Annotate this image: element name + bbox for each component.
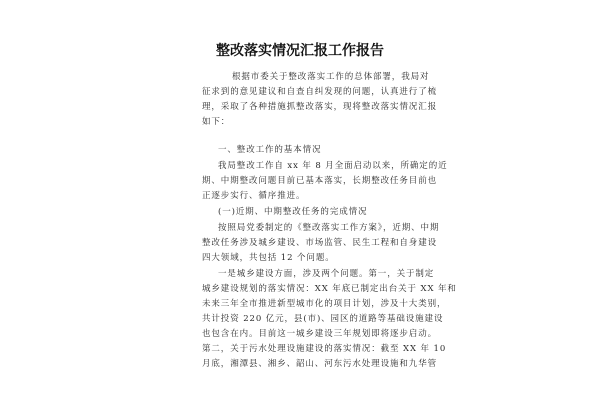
- section-heading: 一、整改工作的基本情况: [218, 145, 322, 155]
- body-line: 共计投资 220 亿元，县(市)、园区的道路等基础设施建设: [202, 314, 444, 324]
- body-line: 月底，湘潭县、湘乡、韶山、河东污水处理设施和九华管: [202, 359, 438, 369]
- body-line: 整改任务涉及城乡建设、市场监管、民生工程和自身建设: [202, 238, 438, 248]
- body-line: 我局整改工作自 xx 年 8 月全面启动以来，所确定的近: [218, 161, 448, 171]
- intro-line: 理，采取了各种措施抓整改落实，现将整改落实情况汇报: [202, 102, 438, 112]
- intro-line: 根据市委关于整改落实工作的总体部署，我局对: [232, 72, 430, 82]
- body-line: 正逐步实行、循序推进。: [202, 191, 306, 201]
- body-line: 第二，关于污水处理设施建设的落实情况：截至 XX 年 10: [202, 344, 447, 354]
- body-line: 一是城乡建设方面，涉及两个问题。第一，关于制定: [218, 269, 435, 279]
- body-line: 按照局党委制定的《整改落实工作方案》，近期、中期: [218, 223, 440, 233]
- body-line: 城乡建设规划的落实情况：XX 年底已制定出台关于 XX 年和: [202, 284, 457, 294]
- subsection-heading: (一)近期、中期整改任务的完成情况: [218, 207, 368, 217]
- body-line: 四大领域，共包括 12 个问题。: [202, 253, 335, 263]
- intro-line: 征求到的意见建议和自查自纠发现的问题，认真进行了梳: [202, 87, 438, 97]
- body-line: 也包含在内。目前这一城乡建设三年规划即将逐步启动。: [202, 329, 438, 339]
- intro-line: 如下：: [202, 117, 231, 127]
- body-line: 未来三年全市推进新型城市化的项目计划，涉及十大类别，: [202, 299, 447, 309]
- body-line: 期、中期整改问题目前已基本落实，长期整改任务目前也: [202, 176, 438, 186]
- document-title: 整改落实情况汇报工作报告: [216, 43, 384, 59]
